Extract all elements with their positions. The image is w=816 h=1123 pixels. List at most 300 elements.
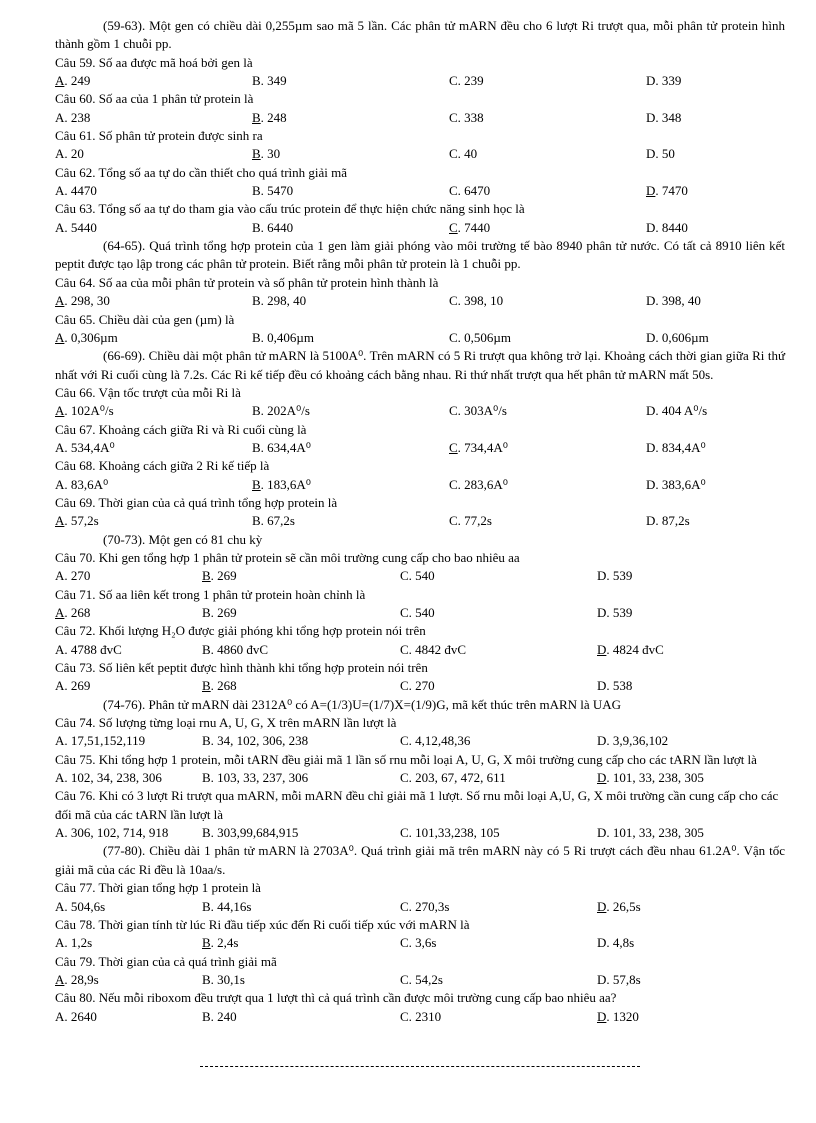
option-letter: C [449, 476, 458, 492]
problem-intro: (77-80). Chiều dài 1 phân tử mARN là 2703A⁰. Quá trình giải mã trên mARN này có 5 Ri trượt cách đều nhau 61.2A⁰. Vận tốc giải mã của các Ri đều là 10aa/s. [55, 843, 785, 877]
option-letter: B [252, 439, 261, 455]
question-text: Câu 64. Số aa của mỗi phân tử protein và số phân tử protein hình thành là [55, 274, 439, 290]
option-letter: C [449, 513, 458, 529]
option-letter: C [449, 329, 458, 345]
question-text: Câu 76. Khi có 3 lượt Ri trượt qua mARN, mỗi mARN đều chỉ giải mã 1 lượt. Số rnu mỗi loại A,U, G, X môi trường cần cung cấp cho các đối mã của các tARN lần lượt là [55, 788, 779, 822]
answer-option [449, 439, 508, 457]
option-text: . 240 [210, 1008, 237, 1024]
option-text: . 102A⁰/s [64, 403, 114, 419]
question-text: Câu 74. Số lượng từng loại rnu A, U, G, X trên mARN lần lượt là [55, 715, 397, 731]
answer-options [55, 72, 785, 90]
question-text: Câu 69. Thời gian của cả quá trình tổng hợp protein là [55, 494, 338, 510]
option-letter: C [400, 605, 409, 620]
option-text: . 20 [64, 146, 84, 162]
option-letter: B [252, 109, 261, 125]
question-text: Câu 60. Số aa của 1 phân tử protein là [55, 91, 254, 107]
option-text: . 0,506µm [457, 329, 512, 345]
option-text: . 44,16s [210, 898, 252, 914]
option-letter: D [597, 568, 607, 584]
option-letter: D [646, 73, 656, 89]
answer-options [55, 934, 785, 952]
option-letter: D [646, 293, 656, 309]
option-text: . 5440 [64, 219, 97, 235]
answer-option [449, 145, 477, 163]
option-text: . 303,99,684,915 [210, 825, 299, 841]
answer-options [55, 329, 785, 347]
option-letter: A [55, 935, 65, 951]
option-text: . 298, 30 [64, 293, 110, 309]
option-text: . 40 [457, 146, 478, 162]
question-text: Câu 79. Thời gian của cả quá trình giải mã [55, 953, 277, 969]
answer-option [55, 567, 90, 585]
answer-option [55, 219, 97, 237]
answer-option [400, 732, 470, 750]
option-text: . 0,606µm [655, 329, 709, 345]
answer-options [55, 145, 785, 163]
question-text: Câu 72. Khối lượng H₂O được giải phóng khi tổng hợp protein nói trên [55, 623, 426, 639]
option-letter: C [449, 109, 458, 125]
option-letter: B [202, 568, 211, 584]
option-text: . 4860 đvC [210, 641, 269, 657]
option-letter: A [55, 971, 65, 987]
option-letter: D [597, 770, 607, 786]
answer-options [55, 476, 785, 494]
option-text: . 26,5s [606, 898, 641, 914]
answer-option [646, 292, 701, 310]
option-letter: A [55, 825, 65, 841]
problem-intro: (59-63). Một gen có chiều dài 0,255µm sao mã 5 lần. Các phân tử mARN đều cho 6 lượt Ri trượt qua, mỗi phân tử protein hình thành gồm 1 chuỗi pp. [55, 18, 785, 52]
option-letter: B [202, 971, 211, 987]
answer-options [55, 512, 785, 530]
option-text: . 101,33,238, 105 [408, 825, 500, 841]
option-letter: D [646, 146, 656, 162]
answer-option [55, 439, 115, 457]
question-text: Câu 75. Khi tổng hợp 1 protein, mỗi tARN đều giải mã 1 lần số rnu mỗi loại A, U, G, X môi trường cung cấp cho các tARN lần lượt là [55, 751, 757, 767]
answer-options [55, 604, 785, 622]
answer-option [55, 898, 105, 916]
answer-option [449, 512, 492, 530]
option-letter: D [646, 109, 656, 125]
answer-option [449, 72, 484, 90]
answer-options [55, 182, 785, 200]
answer-option [202, 824, 298, 842]
option-text: . 398, 10 [457, 293, 504, 309]
answer-options [55, 971, 785, 989]
answer-options [55, 402, 785, 420]
option-text: . 504,6s [64, 898, 106, 914]
option-letter: B [252, 183, 261, 199]
option-text: . 539 [606, 568, 633, 584]
problem-block [55, 531, 785, 696]
option-letter: B [252, 219, 261, 235]
option-letter: C [400, 641, 409, 657]
option-text: . 270 [64, 568, 91, 584]
option-letter: C [400, 733, 409, 749]
option-text: . 3,6s [408, 935, 437, 951]
answer-option [400, 1008, 441, 1026]
question-text: Câu 70. Khi gen tổng hợp 1 phân tử protein sẽ cần môi trường cung cấp cho bao nhiêu aa [55, 549, 520, 565]
question-text: Câu 80. Nếu mỗi riboxom đều trượt qua 1 lượt thì cả quá trình cần được môi trường cung cấp bao nhiêu aa? [55, 990, 617, 1006]
option-letter: B [202, 770, 211, 786]
answer-option [55, 732, 145, 750]
answer-option [597, 604, 632, 622]
option-letter: D [646, 513, 656, 529]
option-letter: B [252, 476, 261, 492]
option-letter: A [55, 439, 65, 455]
option-text: . 183,6A⁰ [260, 476, 312, 492]
answer-option [597, 898, 641, 916]
option-text: . 540 [408, 568, 435, 584]
option-text: . 57,2s [64, 513, 99, 529]
option-letter: C [449, 403, 458, 419]
option-letter: A [55, 219, 65, 235]
answer-option [55, 934, 92, 952]
option-text: . 28,9s [64, 971, 99, 987]
problem-block [55, 696, 785, 843]
option-letter: A [55, 733, 65, 749]
option-letter: D [597, 935, 607, 951]
option-text: . 87,2s [655, 513, 690, 529]
option-letter: D [646, 403, 656, 419]
option-letter: B [252, 73, 261, 89]
option-letter: D [646, 329, 656, 345]
option-text: . 270 [408, 678, 435, 694]
footer-divider [200, 1066, 640, 1067]
option-letter: C [400, 678, 409, 694]
answer-option [400, 971, 443, 989]
option-text: . 202A⁰/s [260, 403, 310, 419]
question-text: Câu 68. Khoảng cách giữa 2 Ri kế tiếp là [55, 458, 270, 474]
answer-option [55, 109, 90, 127]
option-letter: B [202, 641, 211, 657]
answer-option [400, 641, 466, 659]
option-text: . 238 [64, 109, 91, 125]
answer-option [55, 329, 118, 347]
answer-options [55, 439, 785, 457]
option-text: . 101, 33, 238, 305 [606, 825, 704, 841]
option-letter: B [202, 733, 211, 749]
option-letter: A [55, 568, 65, 584]
option-letter: D [597, 605, 607, 620]
answer-option [646, 476, 706, 494]
answer-option [252, 402, 310, 420]
answer-option [597, 971, 641, 989]
option-text: . 383,6A⁰ [655, 476, 706, 492]
answer-options [55, 641, 785, 659]
option-letter: A [55, 605, 65, 620]
option-letter: A [55, 293, 65, 309]
question-text: Câu 61. Số phân tử protein được sinh ra [55, 128, 263, 144]
answer-option [646, 219, 688, 237]
answer-option [202, 934, 238, 952]
option-text: . 339 [655, 73, 682, 89]
option-text: . 1,2s [64, 935, 93, 951]
option-text: . 67,2s [260, 513, 295, 529]
option-letter: B [252, 146, 261, 162]
option-text: . 248 [260, 109, 287, 125]
question-text: Câu 78. Thời gian tính từ lúc Ri đầu tiếp xúc đến Ri cuối tiếp xúc với mARN là [55, 916, 470, 932]
option-text: . 7440 [457, 219, 491, 235]
option-text: . 540 [408, 605, 435, 620]
answer-option [252, 109, 287, 127]
option-text: . 338 [457, 109, 484, 125]
answer-option [55, 402, 114, 420]
option-letter: B [202, 935, 211, 951]
option-text: . 1320 [606, 1008, 639, 1024]
option-text: . 6470 [457, 183, 491, 199]
option-text: . 57,8s [606, 971, 641, 987]
answer-options [55, 109, 785, 127]
option-text: . 634,4A⁰ [260, 439, 312, 455]
option-letter: C [400, 898, 409, 914]
question-text: Câu 65. Chiều dài của gen (µm) là [55, 311, 235, 327]
problem-intro: (64-65). Quá trình tổng hợp protein của 1 gen làm giải phóng vào môi trường tế bào 8940 phân tử nước. Có tất cả 8910 liên kết peptit được tạo lập trong các phân tử protein. Biết rằng mỗi phân tử protein là 1 chuỗi pp. [55, 238, 785, 272]
option-text: . 2310 [408, 1008, 442, 1024]
option-text: . 298, 40 [260, 293, 307, 309]
problem-block [55, 347, 785, 530]
option-text: . 4,12,48,36 [408, 733, 471, 749]
option-letter: C [449, 73, 458, 89]
option-text: . 103, 33, 237, 306 [210, 770, 309, 786]
answer-option [55, 677, 90, 695]
option-text: . 54,2s [408, 971, 443, 987]
option-letter: C [400, 568, 409, 584]
option-letter: A [55, 146, 65, 162]
answer-option [55, 604, 90, 622]
option-text: . 306, 102, 714, 918 [64, 825, 169, 841]
option-letter: C [400, 971, 409, 987]
answer-option [400, 824, 500, 842]
option-text: . 269 [210, 605, 237, 620]
option-text: . 539 [606, 605, 633, 620]
answer-option [646, 512, 690, 530]
option-text: . 349 [260, 73, 287, 89]
option-text: . 4,8s [606, 935, 635, 951]
answer-option [646, 109, 681, 127]
answer-option [55, 182, 97, 200]
answer-option [400, 567, 435, 585]
option-letter: A [55, 73, 65, 89]
answer-option [252, 512, 295, 530]
option-letter: A [55, 770, 65, 786]
option-text: . 398, 40 [655, 293, 701, 309]
answer-option [597, 1008, 639, 1026]
answer-options [55, 292, 785, 310]
option-letter: C [400, 770, 409, 786]
answer-option [55, 292, 110, 310]
problem-block [55, 237, 785, 347]
answer-option [597, 677, 632, 695]
question-text: Câu 67. Khoảng cách giữa Ri và Ri cuối cùng là [55, 421, 307, 437]
question-text: Câu 73. Số liên kết peptit được hình thành khi tổng hợp protein nói trên [55, 660, 428, 676]
answer-option [252, 476, 311, 494]
answer-option [202, 604, 237, 622]
answer-option [400, 898, 449, 916]
option-letter: A [55, 109, 65, 125]
option-letter: D [597, 641, 607, 657]
option-letter: A [55, 329, 65, 345]
option-letter: B [252, 293, 261, 309]
option-text: . 268 [64, 605, 91, 620]
option-text: . 268 [210, 678, 237, 694]
option-text: . 77,2s [457, 513, 492, 529]
answer-options [55, 567, 785, 585]
option-text: . 30,1s [210, 971, 245, 987]
option-letter: D [597, 898, 607, 914]
option-text: . 303A⁰/s [457, 403, 507, 419]
option-letter: D [646, 439, 656, 455]
option-text: . 734,4A⁰ [457, 439, 509, 455]
option-text: . 239 [457, 73, 484, 89]
answer-option [202, 732, 308, 750]
answer-option [400, 604, 435, 622]
option-letter: D [597, 825, 607, 841]
option-letter: A [55, 403, 65, 419]
answer-option [449, 109, 484, 127]
option-letter: B [252, 403, 261, 419]
option-letter: C [449, 183, 458, 199]
option-text: . 4824 đvC [606, 641, 664, 657]
answer-option [252, 72, 287, 90]
option-text: . 30 [260, 146, 281, 162]
answer-option [202, 898, 251, 916]
option-text: . 283,6A⁰ [457, 476, 509, 492]
option-letter: B [202, 605, 211, 620]
problem-intro: (66-69). Chiều dài một phân tử mARN là 5100A⁰. Trên mARN có 5 Ri trượt qua không trở lại. Khoảng cách thời gian giữa Ri thứ nhất với Ri cuối cùng là 7.2s. Các Ri kế tiếp đều có khoảng cách bằng nhau. Ri thứ nhất trượt qua hết phân tử mARN mất 50s. [55, 348, 785, 382]
option-text: . 102, 34, 238, 306 [64, 770, 162, 786]
option-text: . 348 [655, 109, 682, 125]
answer-option [202, 1008, 237, 1026]
option-text: . 101, 33, 238, 305 [606, 770, 704, 786]
answer-option [646, 402, 707, 420]
option-text: . 269 [64, 678, 91, 694]
option-letter: D [646, 183, 656, 199]
problem-block [55, 842, 785, 1025]
answer-option [55, 1008, 97, 1026]
option-letter: C [449, 439, 458, 455]
answer-options [55, 898, 785, 916]
option-text: . 834,4A⁰ [655, 439, 706, 455]
option-letter: D [597, 733, 607, 749]
answer-option [449, 329, 511, 347]
answer-option [252, 329, 314, 347]
option-text: . 83,6A⁰ [64, 476, 109, 492]
option-text: . 0,306µm [64, 329, 118, 345]
answer-option [202, 971, 245, 989]
answer-options [55, 824, 785, 842]
answer-option [449, 219, 490, 237]
option-text: . 270,3s [408, 898, 450, 914]
option-letter: D [646, 219, 656, 235]
answer-option [646, 439, 706, 457]
answer-option [55, 512, 99, 530]
answer-option [597, 824, 704, 842]
option-text: . 5470 [260, 183, 294, 199]
option-text: . 3,9,36,102 [606, 733, 669, 749]
option-text: . 4842 đvC [408, 641, 467, 657]
answer-option [597, 769, 704, 787]
answer-option [597, 567, 632, 585]
answer-option [252, 439, 311, 457]
answer-option [55, 769, 162, 787]
answer-option [252, 219, 293, 237]
option-letter: A [55, 678, 65, 694]
option-text: . 7470 [655, 183, 688, 199]
answer-option [55, 824, 168, 842]
option-letter: C [449, 146, 458, 162]
option-text: . 8440 [655, 219, 688, 235]
option-text: . 4788 đvC [64, 641, 122, 657]
option-letter: C [449, 219, 458, 235]
option-letter: C [400, 1008, 409, 1024]
answer-option [646, 329, 709, 347]
option-text: . 203, 67, 472, 611 [408, 770, 506, 786]
answer-option [597, 934, 634, 952]
answer-option [400, 934, 436, 952]
option-letter: B [252, 329, 261, 345]
option-letter: A [55, 476, 65, 492]
problem-block [55, 17, 785, 237]
problem-intro: (74-76). Phân tử mARN dài 2312A⁰ có A=(1/3)U=(1/7)X=(1/9)G, mã kết thúc trên mARN là UAG [103, 696, 622, 712]
option-letter: C [449, 293, 458, 309]
answer-option [202, 677, 237, 695]
option-text: . 0,406µm [260, 329, 315, 345]
answer-option [202, 641, 268, 659]
answer-option [202, 567, 237, 585]
option-letter: A [55, 513, 65, 529]
option-text: . 269 [210, 568, 237, 584]
option-letter: B [252, 513, 261, 529]
option-text: . 538 [606, 678, 633, 694]
option-text: . 2640 [64, 1008, 97, 1024]
option-letter: A [55, 183, 65, 199]
question-text: Câu 77. Thời gian tổng hợp 1 protein là [55, 880, 261, 896]
answer-option [252, 292, 306, 310]
option-text: . 17,51,152,119 [64, 733, 146, 749]
option-letter: B [202, 678, 211, 694]
option-letter: B [202, 1008, 211, 1024]
option-text: . 34, 102, 306, 238 [210, 733, 309, 749]
worksheet [55, 17, 785, 1026]
answer-options [55, 677, 785, 695]
option-letter: C [400, 935, 409, 951]
answer-option [597, 641, 664, 659]
answer-option [252, 182, 293, 200]
question-text: Câu 71. Số aa liên kết trong 1 phân tử protein hoàn chỉnh là [55, 586, 366, 602]
option-text: . 50 [655, 146, 675, 162]
question-text: Câu 63. Tổng số aa tự do tham gia vào cấu trúc protein để thực hiện chức năng sinh học là [55, 201, 525, 217]
option-letter: D [646, 476, 656, 492]
answer-option [400, 677, 435, 695]
option-text: . 6440 [260, 219, 294, 235]
option-text: . 2,4s [210, 935, 239, 951]
answer-option [55, 72, 90, 90]
answer-option [55, 641, 122, 659]
option-text: . 534,4A⁰ [64, 439, 115, 455]
question-text: Câu 59. Số aa được mã hoá bởi gen là [55, 54, 253, 70]
option-text: . 404 A⁰/s [655, 403, 708, 419]
option-letter: D [597, 678, 607, 694]
answer-options [55, 769, 785, 787]
option-letter: A [55, 898, 65, 914]
answer-option [597, 732, 668, 750]
option-letter: A [55, 641, 65, 657]
answer-options [55, 732, 785, 750]
option-letter: D [597, 971, 607, 987]
answer-option [646, 72, 681, 90]
problem-intro: (70-73). Một gen có 81 chu kỳ [103, 531, 263, 547]
answer-option [449, 182, 490, 200]
